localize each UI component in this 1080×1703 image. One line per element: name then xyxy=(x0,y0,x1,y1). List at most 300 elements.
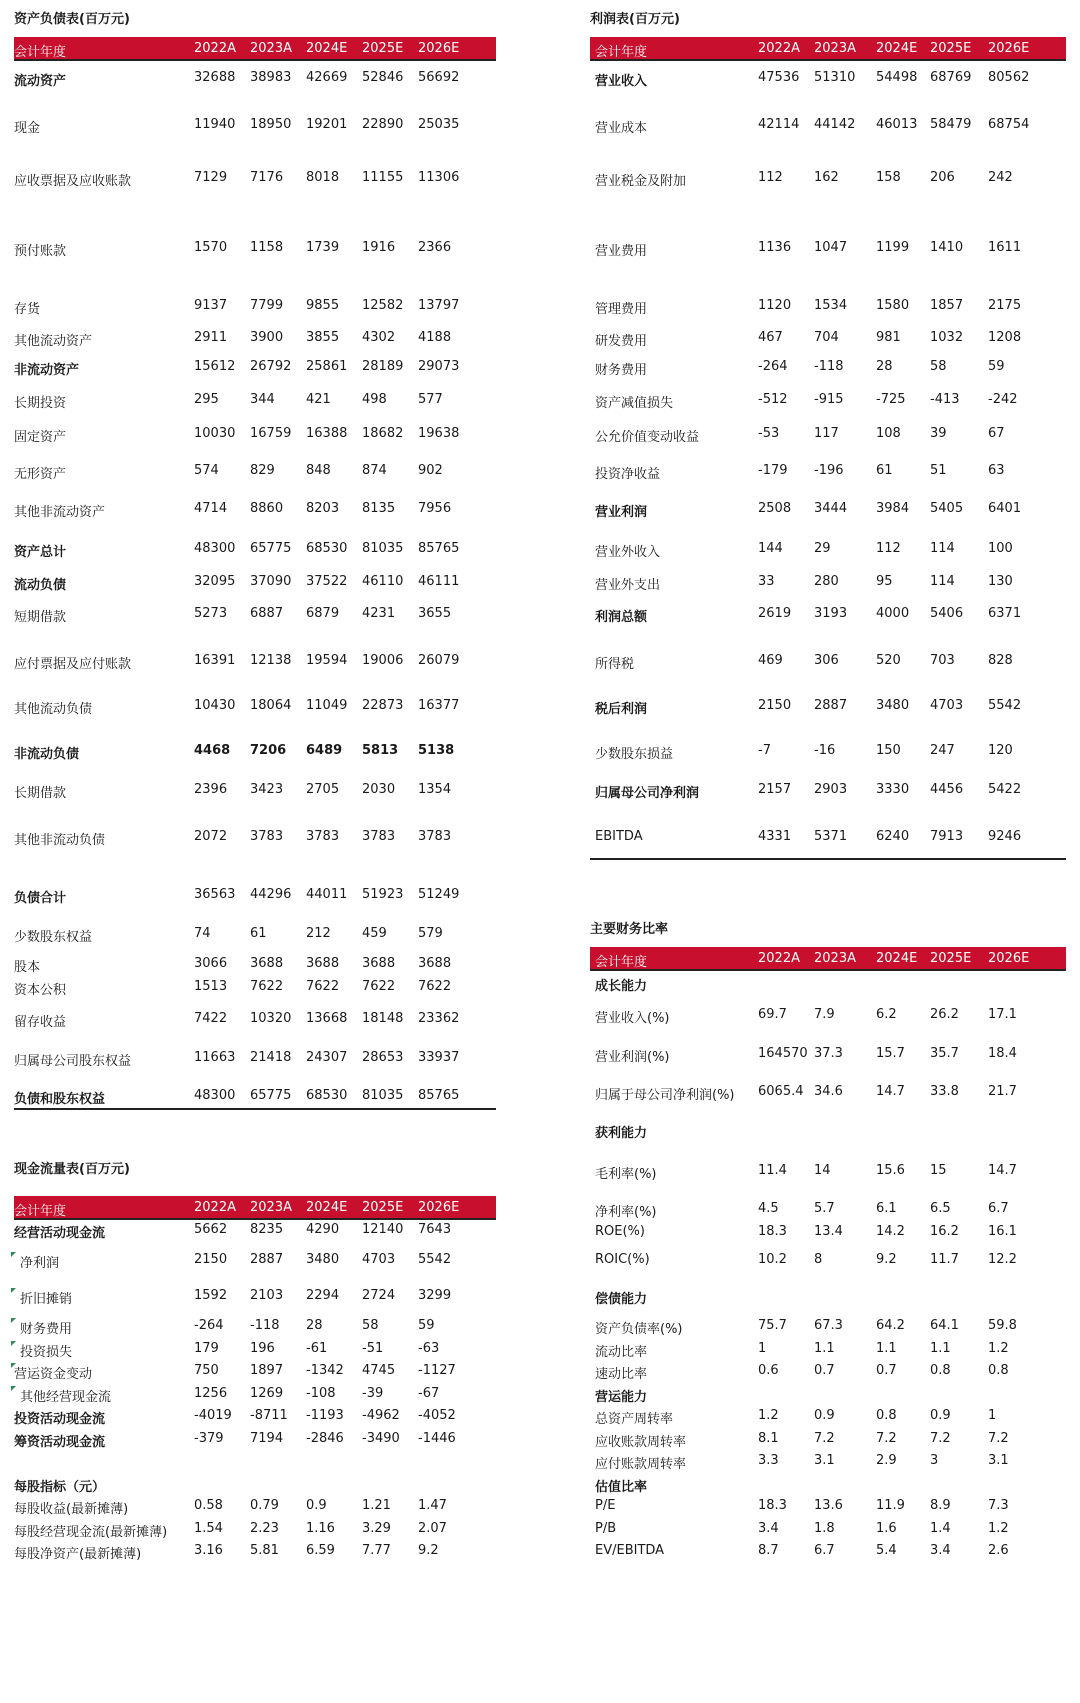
row-value: 1857 xyxy=(930,298,964,313)
table-row xyxy=(590,975,1066,995)
row-value: 51 xyxy=(930,463,947,478)
row-value: 7176 xyxy=(250,170,284,185)
row-value: 5138 xyxy=(418,743,455,758)
row-value: 4745 xyxy=(362,1363,396,1378)
row-value: 0.7 xyxy=(814,1363,835,1378)
row-value: 520 xyxy=(876,653,901,668)
row-value: -108 xyxy=(306,1386,336,1401)
table-row xyxy=(14,1543,496,1563)
row-value: -51 xyxy=(362,1341,384,1356)
table-row xyxy=(590,117,1066,137)
row-value: 47536 xyxy=(758,70,800,85)
row-value: 11.9 xyxy=(876,1498,905,1513)
row-value: 2619 xyxy=(758,606,792,621)
row-value: 2.23 xyxy=(250,1521,279,1536)
row-value: 9855 xyxy=(306,298,340,313)
row-value: 1120 xyxy=(758,298,792,313)
ratios-header-row xyxy=(590,947,1066,971)
row-value: 421 xyxy=(306,392,331,407)
row-label: 应收票据及应收账款 xyxy=(14,174,132,189)
row-value: 1 xyxy=(758,1341,767,1356)
table-row xyxy=(14,1222,496,1242)
row-value: 7622 xyxy=(418,979,452,994)
row-value: 0.6 xyxy=(758,1363,779,1378)
row-value: 7.9 xyxy=(814,1007,835,1022)
row-value: 10430 xyxy=(194,698,236,713)
row-value: 3688 xyxy=(362,956,396,971)
row-value: 7.2 xyxy=(988,1431,1009,1446)
header-year: 2024E xyxy=(306,1200,348,1215)
row-value: 3.1 xyxy=(814,1453,835,1468)
row-value: 130 xyxy=(988,574,1013,589)
row-value: 1047 xyxy=(814,240,848,255)
row-value: 4302 xyxy=(362,330,396,345)
row-value: 38983 xyxy=(250,70,292,85)
header-year: 2024E xyxy=(876,41,918,56)
table-row xyxy=(14,979,496,999)
row-value: 68530 xyxy=(306,541,348,556)
row-value: -264 xyxy=(758,359,788,374)
table-row xyxy=(14,1498,496,1518)
row-label: 资本公积 xyxy=(14,983,67,998)
row-value: 14 xyxy=(814,1163,831,1178)
row-value: 59 xyxy=(988,359,1005,374)
row-value: -16 xyxy=(814,743,836,758)
row-value: 8203 xyxy=(306,501,340,516)
row-value: -2846 xyxy=(306,1431,344,1446)
row-label: 其他非流动负债 xyxy=(14,833,106,848)
row-value: 579 xyxy=(418,926,443,941)
table-row xyxy=(14,240,496,260)
row-value: 1199 xyxy=(876,240,910,255)
row-value: 829 xyxy=(250,463,275,478)
row-value: 65775 xyxy=(250,1088,292,1103)
table-row xyxy=(14,1408,496,1428)
row-value: 7422 xyxy=(194,1011,228,1026)
row-label: 投资活动现金流 xyxy=(14,1412,106,1427)
table-row xyxy=(14,1521,496,1541)
table-row xyxy=(590,829,1066,849)
table-row xyxy=(590,392,1066,412)
row-value: 1208 xyxy=(988,330,1022,345)
row-value: 7.77 xyxy=(362,1543,391,1558)
row-value: 14.7 xyxy=(988,1163,1017,1178)
row-label: 非流动资产 xyxy=(14,363,80,378)
header-year: 2025E xyxy=(930,41,972,56)
row-value: 8.1 xyxy=(758,1431,779,1446)
row-value: 11306 xyxy=(418,170,460,185)
row-value: 179 xyxy=(194,1341,219,1356)
row-value: -53 xyxy=(758,426,780,441)
table-row xyxy=(590,1341,1066,1361)
row-label: 营运能力 xyxy=(595,1390,648,1405)
row-value: 26.2 xyxy=(930,1007,959,1022)
row-value: 16388 xyxy=(306,426,348,441)
row-value: 574 xyxy=(194,463,219,478)
table-row xyxy=(590,653,1066,673)
row-value: 3984 xyxy=(876,501,910,516)
table-row xyxy=(14,574,496,594)
row-value: 44296 xyxy=(250,887,292,902)
row-value: 1592 xyxy=(194,1288,228,1303)
row-value: 6.7 xyxy=(814,1543,835,1558)
row-value: 44011 xyxy=(306,887,348,902)
row-value: 114 xyxy=(930,541,955,556)
row-value: 874 xyxy=(362,463,387,478)
row-value: 65775 xyxy=(250,541,292,556)
row-label: 利润总额 xyxy=(595,610,648,625)
row-value: 2887 xyxy=(250,1252,284,1267)
row-value: 56692 xyxy=(418,70,460,85)
row-value: 64.1 xyxy=(930,1318,959,1333)
row-value: 3.29 xyxy=(362,1521,391,1536)
row-value: 46013 xyxy=(876,117,918,132)
row-value: 4000 xyxy=(876,606,910,621)
row-value: 7956 xyxy=(418,501,452,516)
row-label: 负债合计 xyxy=(14,891,67,906)
row-label: 营业利润 xyxy=(595,505,648,520)
table-row xyxy=(14,1011,496,1031)
table-row xyxy=(14,1252,496,1272)
row-value: 114 xyxy=(930,574,955,589)
row-value: 196 xyxy=(250,1341,275,1356)
row-value: -61 xyxy=(306,1341,328,1356)
row-value: 63 xyxy=(988,463,1005,478)
row-label: 少数股东损益 xyxy=(595,747,674,762)
table-row xyxy=(590,1431,1066,1451)
row-value: 3.4 xyxy=(930,1543,951,1558)
row-value: -379 xyxy=(194,1431,224,1446)
row-value: -264 xyxy=(194,1318,224,1333)
row-value: 4456 xyxy=(930,782,964,797)
row-label: 应付账款周转率 xyxy=(595,1457,687,1472)
table-row xyxy=(590,359,1066,379)
table-row xyxy=(14,426,496,446)
row-label: 所得税 xyxy=(595,657,635,672)
row-label: 其他流动资产 xyxy=(14,334,93,349)
row-label: 少数股东权益 xyxy=(14,930,93,945)
balance-header-row xyxy=(14,37,496,61)
header-label: 会计年度 xyxy=(595,955,648,970)
row-label: 筹资活动现金流 xyxy=(14,1435,106,1450)
row-value: 5273 xyxy=(194,606,228,621)
row-value: 150 xyxy=(876,743,901,758)
row-value: 33.8 xyxy=(930,1084,959,1099)
row-value: 28653 xyxy=(362,1050,404,1065)
row-value: 18148 xyxy=(362,1011,404,1026)
row-value: 13797 xyxy=(418,298,460,313)
row-value: 280 xyxy=(814,574,839,589)
row-value: 1256 xyxy=(194,1386,228,1401)
row-label: 其他非流动资产 xyxy=(14,505,106,520)
row-value: 6371 xyxy=(988,606,1022,621)
row-value: 7129 xyxy=(194,170,228,185)
row-value: 3330 xyxy=(876,782,910,797)
row-value: 7206 xyxy=(250,743,287,758)
row-value: 5371 xyxy=(814,829,848,844)
row-value: 2103 xyxy=(250,1288,284,1303)
row-value: 902 xyxy=(418,463,443,478)
row-value: 18950 xyxy=(250,117,292,132)
balance-title: 资产负债表(百万元) xyxy=(14,12,130,27)
row-value: 2911 xyxy=(194,330,228,345)
table-row xyxy=(14,359,496,379)
row-label: 其他经营现金流 xyxy=(20,1390,112,1405)
row-value: 37522 xyxy=(306,574,348,589)
row-value: 18.3 xyxy=(758,1498,787,1513)
comment-marker-icon xyxy=(11,1386,16,1391)
row-value: 95 xyxy=(876,574,893,589)
row-label: 每股经营现金流(最新摊薄) xyxy=(14,1525,168,1540)
row-label: 流动比率 xyxy=(595,1345,648,1360)
row-value: 5813 xyxy=(362,743,399,758)
row-value: 68769 xyxy=(930,70,972,85)
header-year: 2023A xyxy=(250,1200,292,1215)
row-value: -413 xyxy=(930,392,960,407)
row-value: 7622 xyxy=(306,979,340,994)
row-value: 37090 xyxy=(250,574,292,589)
row-value: 212 xyxy=(306,926,331,941)
row-value: 206 xyxy=(930,170,955,185)
row-label: 净利润 xyxy=(20,1256,60,1271)
row-value: 13.4 xyxy=(814,1224,843,1239)
row-value: 1.21 xyxy=(362,1498,391,1513)
row-value: 37.3 xyxy=(814,1046,843,1061)
row-label: 净利率(%) xyxy=(595,1205,657,1220)
row-value: 3655 xyxy=(418,606,452,621)
row-value: 6065.4 xyxy=(758,1084,804,1099)
table-row xyxy=(590,1363,1066,1383)
row-value: 5405 xyxy=(930,501,964,516)
row-label: 成长能力 xyxy=(595,979,648,994)
row-value: 23362 xyxy=(418,1011,460,1026)
table-row xyxy=(590,541,1066,561)
row-value: 0.9 xyxy=(306,1498,327,1513)
row-value: 18682 xyxy=(362,426,404,441)
row-value: -67 xyxy=(418,1386,440,1401)
row-label: 应收账款周转率 xyxy=(595,1435,687,1450)
row-value: 75.7 xyxy=(758,1318,787,1333)
row-value: 28189 xyxy=(362,359,404,374)
row-label: 资产负债率(%) xyxy=(595,1322,683,1337)
row-value: 1158 xyxy=(250,240,284,255)
row-label: 财务费用 xyxy=(595,363,648,378)
row-value: 8135 xyxy=(362,501,396,516)
row-value: 64.2 xyxy=(876,1318,905,1333)
table-row xyxy=(590,1543,1066,1563)
header-year: 2026E xyxy=(988,41,1030,56)
table-row xyxy=(590,1007,1066,1027)
row-label: 应付票据及应付账款 xyxy=(14,657,132,672)
row-value: 0.9 xyxy=(930,1408,951,1423)
row-value: 469 xyxy=(758,653,783,668)
table-row xyxy=(590,298,1066,318)
row-value: -915 xyxy=(814,392,844,407)
table-row xyxy=(14,1288,496,1308)
row-value: 117 xyxy=(814,426,839,441)
table-row xyxy=(590,463,1066,483)
row-value: 16391 xyxy=(194,653,236,668)
row-value: 108 xyxy=(876,426,901,441)
row-value: 19594 xyxy=(306,653,348,668)
table-row xyxy=(14,298,496,318)
row-value: 22890 xyxy=(362,117,404,132)
table-row xyxy=(590,1453,1066,1473)
row-value: 3783 xyxy=(250,829,284,844)
row-value: 1.8 xyxy=(814,1521,835,1536)
row-value: 704 xyxy=(814,330,839,345)
row-value: 1.1 xyxy=(814,1341,835,1356)
row-value: 5.4 xyxy=(876,1543,897,1558)
row-value: 3688 xyxy=(250,956,284,971)
row-value: 54498 xyxy=(876,70,918,85)
row-value: 3.1 xyxy=(988,1453,1009,1468)
row-value: 46111 xyxy=(418,574,460,589)
row-value: 42669 xyxy=(306,70,348,85)
row-value: 21.7 xyxy=(988,1084,1017,1099)
row-value: 11155 xyxy=(362,170,404,185)
header-year: 2025E xyxy=(362,1200,404,1215)
header-year: 2022A xyxy=(758,951,800,966)
row-label: 归属母公司股东权益 xyxy=(14,1054,132,1069)
header-year: 2022A xyxy=(758,41,800,56)
table-row xyxy=(14,887,496,907)
row-value: 52846 xyxy=(362,70,404,85)
table-row xyxy=(14,606,496,626)
row-value: 1.47 xyxy=(418,1498,447,1513)
row-label: 归属母公司净利润 xyxy=(595,786,700,801)
row-value: 11.4 xyxy=(758,1163,787,1178)
row-value: 100 xyxy=(988,541,1013,556)
row-value: 6.7 xyxy=(988,1201,1009,1216)
row-value: 2903 xyxy=(814,782,848,797)
row-value: 2366 xyxy=(418,240,452,255)
row-value: 306 xyxy=(814,653,839,668)
table-row xyxy=(14,170,496,190)
row-label: 管理费用 xyxy=(595,302,648,317)
row-label: 税后利润 xyxy=(595,702,648,717)
row-label: 每股收益(最新摊薄) xyxy=(14,1502,129,1517)
row-value: 35.7 xyxy=(930,1046,959,1061)
row-value: 344 xyxy=(250,392,275,407)
row-value: 2508 xyxy=(758,501,792,516)
row-value: 32095 xyxy=(194,574,236,589)
row-label: 营业收入 xyxy=(595,74,648,89)
row-value: 144 xyxy=(758,541,783,556)
row-value: 2175 xyxy=(988,298,1022,313)
row-value: 0.79 xyxy=(250,1498,279,1513)
row-value: 9137 xyxy=(194,298,228,313)
row-value: 29 xyxy=(814,541,831,556)
row-value: 11940 xyxy=(194,117,236,132)
row-value: 80562 xyxy=(988,70,1030,85)
row-label: 速动比率 xyxy=(595,1367,648,1382)
row-value: 59 xyxy=(418,1318,435,1333)
row-value: 8 xyxy=(814,1252,823,1267)
row-value: 1 xyxy=(988,1408,997,1423)
row-value: 498 xyxy=(362,392,387,407)
table-row xyxy=(14,1318,496,1338)
row-value: 28 xyxy=(876,359,893,374)
row-label: 营业税金及附加 xyxy=(595,174,687,189)
table-row xyxy=(14,653,496,673)
row-label: 资产减值损失 xyxy=(595,396,674,411)
row-value: 2396 xyxy=(194,782,228,797)
table-row xyxy=(590,1046,1066,1066)
table-row xyxy=(590,1521,1066,1541)
row-value: 36563 xyxy=(194,887,236,902)
row-value: 67 xyxy=(988,426,1005,441)
row-value: 8860 xyxy=(250,501,284,516)
row-label: 估值比率 xyxy=(595,1480,648,1495)
row-label: 留存收益 xyxy=(14,1015,67,1030)
header-label: 会计年度 xyxy=(14,1204,67,1219)
header-year: 2026E xyxy=(988,951,1030,966)
row-value: -1127 xyxy=(418,1363,456,1378)
row-value: 12.2 xyxy=(988,1252,1017,1267)
row-value: 577 xyxy=(418,392,443,407)
row-value: 1354 xyxy=(418,782,452,797)
row-label: 营业外收入 xyxy=(595,545,661,560)
row-label: 投资损失 xyxy=(20,1345,73,1360)
header-year: 2026E xyxy=(418,1200,460,1215)
table-row xyxy=(14,698,496,718)
row-value: 12140 xyxy=(362,1222,404,1237)
row-value: 67.3 xyxy=(814,1318,843,1333)
row-value: 2157 xyxy=(758,782,792,797)
row-value: 33 xyxy=(758,574,775,589)
table-row xyxy=(14,1431,496,1451)
row-value: 4714 xyxy=(194,501,228,516)
row-value: 1.54 xyxy=(194,1521,223,1536)
row-value: 2.07 xyxy=(418,1521,447,1536)
row-value: 295 xyxy=(194,392,219,407)
table-row xyxy=(590,70,1066,90)
row-value: -39 xyxy=(362,1386,384,1401)
row-value: 7194 xyxy=(250,1431,284,1446)
table-row xyxy=(590,1252,1066,1272)
row-value: 3688 xyxy=(418,956,452,971)
row-value: 0.58 xyxy=(194,1498,223,1513)
row-value: 5542 xyxy=(418,1252,452,1267)
row-value: 1.1 xyxy=(930,1341,951,1356)
row-value: 3193 xyxy=(814,606,848,621)
row-value: 0.7 xyxy=(876,1363,897,1378)
row-value: 4231 xyxy=(362,606,396,621)
row-value: 158 xyxy=(876,170,901,185)
header-year: 2025E xyxy=(362,41,404,56)
row-label: 公允价值变动收益 xyxy=(595,430,700,445)
row-value: 6.1 xyxy=(876,1201,897,1216)
row-value: 120 xyxy=(988,743,1013,758)
row-value: 9.2 xyxy=(418,1543,439,1558)
row-value: 15.6 xyxy=(876,1163,905,1178)
row-label: 预付账款 xyxy=(14,244,67,259)
row-value: 1.4 xyxy=(930,1521,951,1536)
row-value: 81035 xyxy=(362,1088,404,1103)
row-label: 固定资产 xyxy=(14,430,67,445)
row-value: 3 xyxy=(930,1453,939,1468)
header-year: 2024E xyxy=(876,951,918,966)
header-year: 2023A xyxy=(814,41,856,56)
row-value: 4290 xyxy=(306,1222,340,1237)
row-label: 资产总计 xyxy=(14,545,67,560)
row-value: 828 xyxy=(988,653,1013,668)
table-row xyxy=(14,70,496,90)
table-row xyxy=(590,426,1066,446)
row-value: 58479 xyxy=(930,117,972,132)
row-value: -1342 xyxy=(306,1363,344,1378)
